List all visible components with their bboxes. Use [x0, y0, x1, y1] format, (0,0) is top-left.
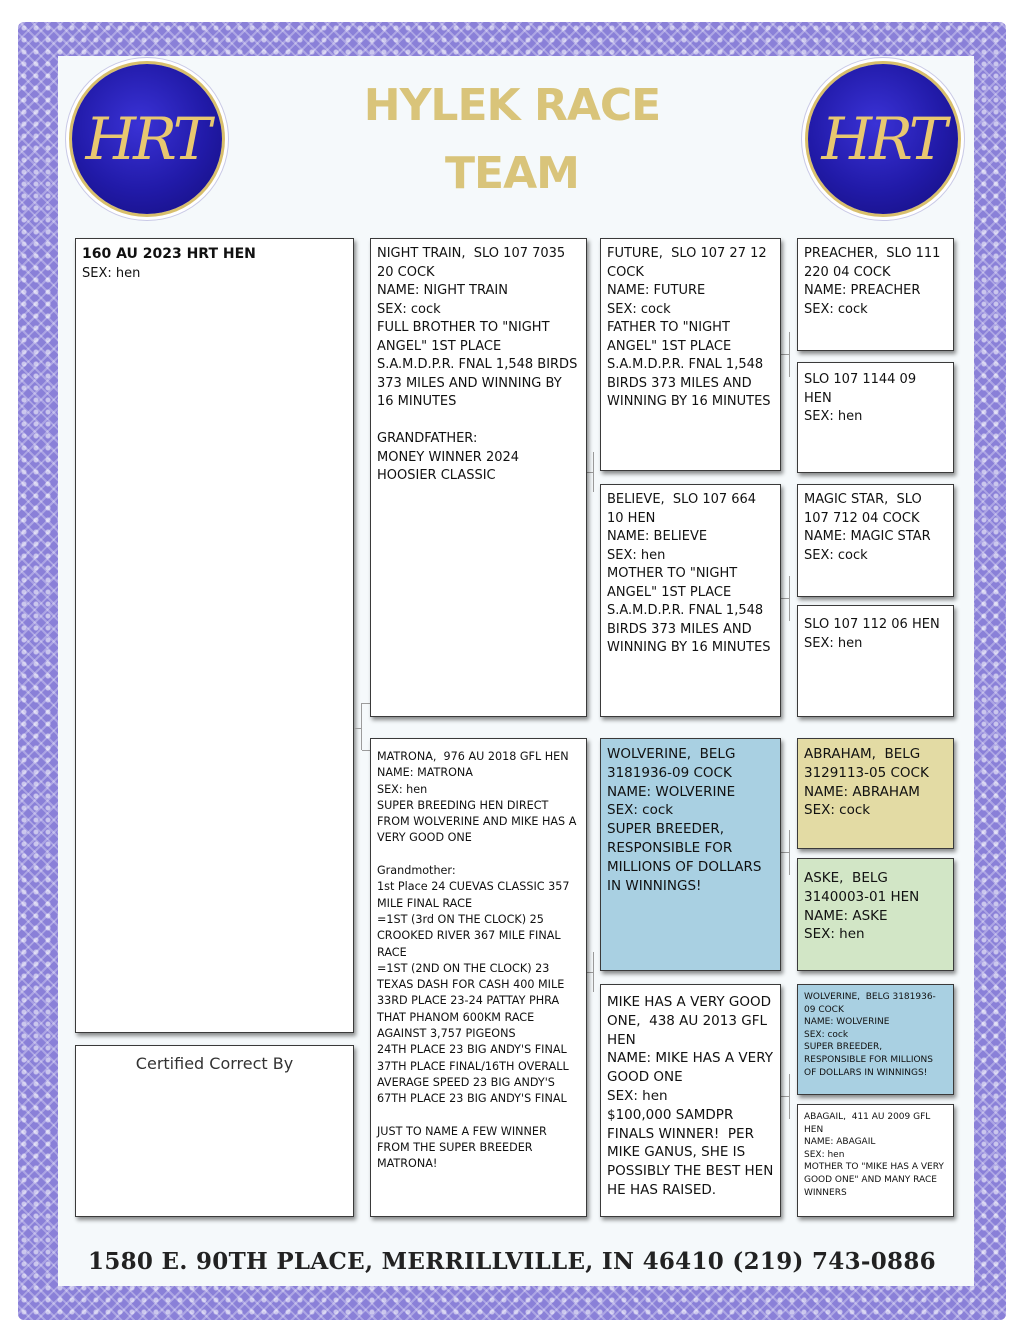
ds-dam-details: ASKE, BELG 3140003-01 HEN NAME: ASKE SEX: hen: [804, 870, 920, 943]
logo-text: HRT: [821, 105, 945, 173]
subject-title: 160 AU 2023 HRT HEN: [82, 246, 256, 262]
ds-sire-box: [797, 738, 954, 849]
sire-dam-details: BELIEVE, SLO 107 664 10 HEN NAME: BELIEVE SEX: hen MOTHER TO "NIGHT ANGEL" 1ST PLACE S.A.M.D.P.R. FNAL 1,548 BIRDS 373 MILES AND WINNING BY 16 MINUTES: [607, 492, 771, 655]
connector-line: [362, 703, 370, 704]
subject-box: [75, 238, 354, 1033]
dam-sire-box: [600, 738, 781, 971]
connector-line: [781, 354, 790, 355]
team-title-line1: HYLEK RACE: [363, 80, 661, 131]
dam-details: MATRONA, 976 AU 2018 GFL HEN NAME: MATRONA SEX: hen SUPER BREEDING HEN DIRECT FROM WOLVERINE AND MIKE HAS A VERY GOOD ONE Grandmother: 1st Place 24 CUEVAS CLASSIC 357 MILE FINAL RACE =1ST (3rd ON THE CLOCK) 25 CROOKED RIVER 367 MILE FINAL RACE =1ST (2ND ON THE CLOCK) 23 TEXAS DASH FOR CASH 400 MILE 33RD PLACE 23-24 PATTAY PHRA THAT PHANOM 600KM RACE AGAINST 3,757 PIGEONS 24TH PLACE 23 BIG ANDY'S FINAL 37TH PLACE FINAL/16TH OVERALL AVERAGE SPEED 23 BIG ANDY'S 67TH PLACE 23 BIG ANDY'S FINAL JUST TO NAME A FEW WINNER FROM THE SUPER BREEDER MATRONA!: [377, 750, 577, 1171]
logo-text: HRT: [85, 105, 209, 173]
certified-correct-box: [75, 1045, 354, 1217]
sd-sire-box: [797, 484, 954, 597]
connector-line: [361, 703, 362, 750]
connector-line: [587, 972, 594, 973]
ss-sire-details: PREACHER, SLO 111 220 04 COCK NAME: PREACHER SEX: cock: [804, 246, 941, 317]
connector-line: [781, 1096, 790, 1097]
dd-dam-details: ABAGAIL, 411 AU 2009 GFL HEN NAME: ABAGAIL SEX: hen MOTHER TO "MIKE HAS A VERY GOOD ONE" AND MANY RACE WINNERS: [804, 1112, 944, 1198]
ds-dam-box: [797, 858, 954, 971]
connector-line: [781, 598, 790, 599]
connector-line: [781, 852, 790, 853]
dd-sire-details: WOLVERINE, BELG 3181936-09 COCK NAME: WOLVERINE SEX: cock SUPER BREEDER, RESPONSIBLE FOR MILLIONS OF DOLLARS IN WINNINGS!: [804, 992, 936, 1078]
ss-sire-box: [797, 238, 954, 351]
address-footer: 1580 E. 90TH PLACE, MERRILLVILLE, IN 46410 (219) 743-0886: [88, 1248, 936, 1275]
sire-sire-box: [600, 238, 781, 471]
dam-dam-box: [600, 984, 781, 1217]
ss-dam-box: [797, 362, 954, 473]
sd-dam-details: SLO 107 112 06 HEN SEX: hen: [804, 617, 940, 651]
connector-line: [354, 728, 362, 729]
certified-correct-label: Certified Correct By: [135, 1054, 294, 1073]
team-title-line2: TEAM: [445, 148, 579, 199]
sire-sire-details: FUTURE, SLO 107 27 12 COCK NAME: FUTURE SEX: cock FATHER TO "NIGHT ANGEL" 1ST PLACE S.A.M.D.P.R. FNAL 1,548 BIRDS 373 MILES AND WINNING BY 16 MINUTES: [607, 246, 771, 409]
connector-line: [362, 750, 370, 751]
subject-sex: SEX: hen: [82, 266, 141, 281]
sire-box: [370, 238, 587, 717]
ss-dam-details: SLO 107 1144 09 HEN SEX: hen: [804, 372, 917, 424]
ds-sire-details: ABRAHAM, BELG 3129113-05 COCK NAME: ABRAHAM SEX: cock: [804, 746, 929, 819]
connector-line: [587, 472, 594, 473]
sire-dam-box: [600, 484, 781, 717]
dam-sire-details: WOLVERINE, BELG 3181936-09 COCK NAME: WOLVERINE SEX: cock SUPER BREEDER, RESPONSIBLE FOR MILLIONS OF DOLLARS IN WINNINGS!: [607, 746, 762, 894]
dam-box: [370, 738, 587, 1217]
sd-dam-box: [797, 605, 954, 717]
dam-dam-details: MIKE HAS A VERY GOOD ONE, 438 AU 2013 GFL HEN NAME: MIKE HAS A VERY GOOD ONE SEX: hen $100,000 SAMDPR FINALS WINNER! PER MIKE GANUS, SHE IS POSSIBLY THE BEST HEN HE HAS RAISED.: [607, 994, 774, 1198]
dd-dam-box: [797, 1104, 954, 1217]
dd-sire-box: [797, 984, 954, 1095]
sd-sire-details: MAGIC STAR, SLO 107 712 04 COCK NAME: MAGIC STAR SEX: cock: [804, 492, 931, 563]
sire-details: NIGHT TRAIN, SLO 107 7035 20 COCK NAME: NIGHT TRAIN SEX: cock FULL BROTHER TO "NIGHT ANGEL" 1ST PLACE S.A.M.D.P.R. FNAL 1,548 BIRDS 373 MILES AND WINNING BY 16 MINUTES GRANDFATHER: MONEY WINNER 2024 HOOSIER CLASSIC: [377, 246, 578, 483]
